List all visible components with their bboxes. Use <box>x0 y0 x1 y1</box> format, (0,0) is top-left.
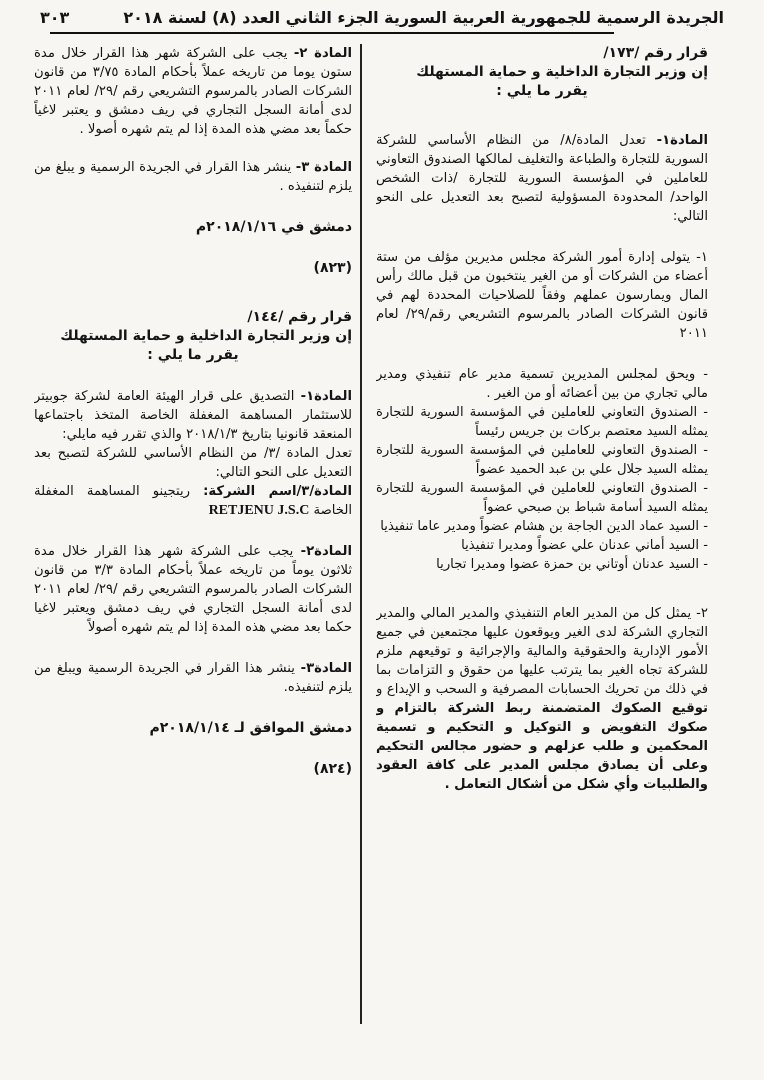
decree2-number: قرار رقم /١٤٤/ <box>247 309 352 325</box>
list-item: - ويحق لمجلس المديرين تسمية مدير عام تنفيذي ومدير مالي تجاري من بين أعضائه أو من الغير . <box>376 367 708 401</box>
decree2-article-2 <box>34 542 352 637</box>
decree1-article-3 <box>34 158 352 196</box>
list-item: - الصندوق التعاوني للعاملين في المؤسسة السورية للتجارة يمثله السيد معتصم بركات بن جريس رئيساً <box>376 405 708 439</box>
decree1-article-2 <box>34 44 352 139</box>
decree2-reference: (٨٢٤) <box>313 761 352 777</box>
decree2-name-text: ريتجينو المساهمة المغفلة الخاصة <box>34 484 352 518</box>
list-item: - السيد أماني عدنان علي عضواً ومديرا تنفيذيا <box>461 538 708 553</box>
decree2-amendment: تعدل المادة /٣/ من النظام الأساسي للشركة لتصبح بعد التعديل على النحو التالي: <box>34 446 352 480</box>
decree-decides: يقرر ما يلي : <box>496 83 588 99</box>
decree2-name-latin: RETJENU J.S.C <box>208 503 310 518</box>
paragraph-2 <box>376 604 708 794</box>
list-item: - السيد عدنان أوتاني بن حمزة عضوا ومديرا تجاريا <box>436 557 708 572</box>
list-item: - السيد عماد الدين الجاجة بن هشام عضواً ومدير عاما تنفيذيا <box>380 519 708 534</box>
decree2-article-3-text: ينشر هذا القرار في الجريدة الرسمية ويبلغ من يلزم لتنفيذه. <box>34 661 352 695</box>
decree2-article-3 <box>34 659 352 697</box>
page-header <box>40 4 724 30</box>
decree2-article-2-text: يجب على الشركة شهر هذا القرار خلال مدة ثلاثون يوماً من تاريخه عملاً بأحكام المادة ٣/٣ من قانون الشركات الصادر بالمرسوم التشريعي رقم /٢٩/ لعام ٢٠١١ لدى أمانة السجل التجاري في ريف دمشق ويعتبر لاغيا حكما بعد مضي هذه المدة إذا لم يتم شهره أصولاً <box>34 544 352 635</box>
paragraph-2-lead: ٢- يمثل كل من المدير العام التنفيذي والمدير المالي والمدير التجاري الشركة لدى الغير ويوقعون عليها مجتمعين في جميع الأمور الإدارية والحقوقية والمالية والإجرائية و توقيعهم ملزم للشركة تجاه الغير بما يترتب عليها من حقوق و التزامات بما في ذلك من تحريك الحسابات المصرفية و السحب و الإيداع و <box>376 606 708 697</box>
decree2-article-1-label: المادة١- <box>300 389 352 404</box>
header-title: الجريدة الرسمية للجمهورية العربية السورية الجزء الثاني العدد (٨) لسنة ٢٠١٨ <box>123 7 724 27</box>
column-divider <box>360 44 362 1024</box>
decree2-issuer: إن وزير التجارة الداخلية و حماية المستهلك <box>60 328 352 344</box>
decree-number: قرار رقم /١٧٣/ <box>603 45 708 61</box>
decree1-article-3-text: ينشر هذا القرار في الجريدة الرسمية و يبلغ من يلزم لتنفيذه . <box>34 160 352 194</box>
decree1-reference: (٨٢٣) <box>313 260 352 276</box>
article-1 <box>376 131 708 226</box>
list-item: - الصندوق التعاوني للعاملين في المؤسسة السورية للتجارة يمثله السيد جلال علي بن عبد الحميد عضواً <box>376 443 708 477</box>
page-number: ٣٠٣ <box>40 7 70 27</box>
decree2-article-2-label: المادة٢- <box>300 544 352 559</box>
article-1-label: المادة١- <box>656 133 708 148</box>
left-column <box>34 44 352 1044</box>
decree2-article-3-label: المادة٣- <box>300 661 352 676</box>
header-rule <box>50 32 614 34</box>
decree2-company-name <box>34 482 352 520</box>
paragraph-2-bold: توقيع الصكوك المتضمنة ربط الشركة بالتزام و صكوك التفويض و التوكيل و التحكيم و تسمية المحكمين و طلب عزلهم و حضور مجالس التحكيم وعلى أن يصادق مجلس المدير على كافة العقود والطلبيات وأي شكل من أشكال التعامل . <box>376 701 708 792</box>
board-members-list <box>376 365 708 574</box>
right-column <box>376 44 708 1044</box>
decree-issuer: إن وزير التجارة الداخلية و حماية المستهلك <box>416 64 708 80</box>
list-item: - الصندوق التعاوني للعاملين في المؤسسة السورية للتجارة يمثله السيد أسامة شباط بن صبحي عضواً <box>376 481 708 515</box>
decree1-article-2-label: المادة ٢- <box>293 46 352 61</box>
decree2-article-1 <box>34 387 352 444</box>
decree1-article-2-text: يجب على الشركة شهر هذا القرار خلال مدة ستون يوما من تاريخه عملاً بأحكام المادة ٣/٧٥ من قانون الشركات الصادر بالمرسوم التشريعي رقم /٢٩/ لعام ٢٠١١ لدى أمانة السجل التجاري في ريف دمشق و يعتبر لاغياً حكماً بعد مضي هذه المدة إذا لم يتم شهره أصولا . <box>34 46 352 137</box>
article-1-text: تعدل المادة/٨/ من النظام الأساسي للشركة السورية للتجارة والطباعة والتغليف لمالكها الصندوق التعاوني للعاملين في المؤسسة السورية للتجارة /ذات الشخص الواحد/ المحدودة المسؤولية لتصبح بعد التعديل على النحو التالي: <box>376 133 708 224</box>
decree2-article-1-text: التصديق على قرار الهيئة العامة لشركة جوبيتر للاستثمار المساهمة المغفلة الخاصة المتخذ باجتماعها المنعقد قانونيا بتاريخ ٢٠١٨/١/٣ والذي تقرر فيه مايلي: <box>34 389 352 442</box>
paragraph-1: ١- يتولى إدارة أمور الشركة مجلس مديرين مؤلف من ستة أعضاء من الشركات أو من الغير ينتخبون من قبل مالك رأس المال ويمارسون عملهم وفقاً للصلاحيات المحددة لهم في قانون الشركات الصادر بالمرسوم التشريعي رقم/٢٩/ لعام ٢٠١١ <box>376 250 708 341</box>
decree2-decides: يقرر ما يلي : <box>147 347 239 363</box>
decree1-date: دمشق في ٢٠١٨/١/١٦م <box>195 219 352 235</box>
decree2-name-label: المادة/٣/اسم الشركة: <box>203 484 352 499</box>
decree1-article-3-label: المادة ٣- <box>295 160 352 175</box>
decree2-date: دمشق الموافق لـ ٢٠١٨/١/١٤م <box>149 720 352 736</box>
